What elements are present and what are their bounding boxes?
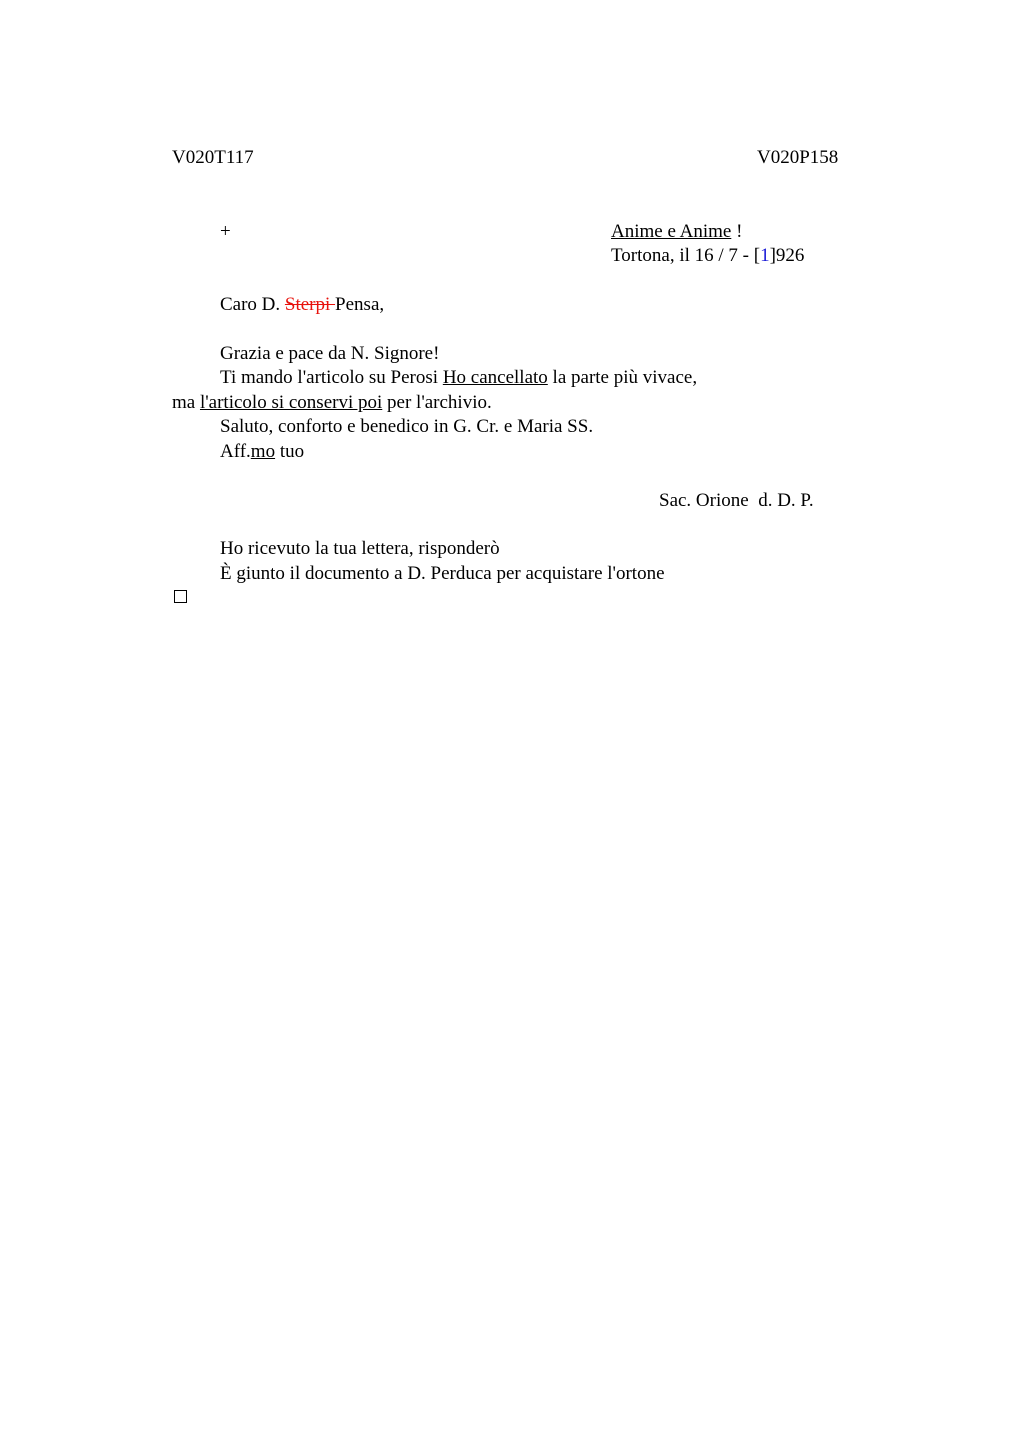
cross-mark: + [220, 221, 231, 242]
motto-text: Anime e Anime [611, 221, 732, 242]
body-line-2-prefix: ma [172, 392, 200, 413]
affmo-underlined: mo [250, 441, 276, 462]
date-prefix: Tortona, il 16 / 7 - [ [611, 245, 761, 266]
body-line-1 [220, 366, 697, 390]
date-line [611, 244, 804, 268]
affmo-suffix: tuo [275, 441, 305, 462]
salutation [220, 293, 384, 317]
date-suffix: ]926 [769, 245, 805, 266]
salutation-deleted-name: Sterpi [284, 294, 336, 315]
date-bracket-digit: 1 [760, 245, 770, 266]
body-line-2-suffix: per l'archivio. [382, 392, 492, 413]
body-line-1-prefix: Ti mando l'articolo su Perosi [220, 367, 443, 388]
body-line-1-suffix: la parte più vivace, [547, 367, 698, 388]
affmo-prefix: Aff. [220, 441, 251, 462]
motto [611, 220, 742, 244]
document-code-right: V020P158 [757, 147, 839, 168]
affmo-line [220, 440, 304, 464]
postscript-line-2: È giunto il documento a D. Perduca per acquistare l'ortone [220, 563, 665, 584]
motto-suffix: ! [731, 221, 743, 242]
postscript-line-1: Ho ricevuto la tua lettera, risponderò [220, 538, 500, 559]
body-line-2-underlined: l'articolo si conservi poi [199, 392, 383, 413]
greeting: Grazia e pace da N. Signore! [220, 343, 440, 364]
salutation-prefix: Caro D. [220, 294, 285, 315]
document-code-left: V020T117 [172, 147, 254, 168]
body-line-2 [172, 391, 492, 415]
signature: Sac. Orione d. D. P. [659, 490, 814, 511]
closing-line: Saluto, conforto e benedico in G. Cr. e Maria SS. [220, 416, 594, 437]
checkbox-icon [174, 590, 187, 603]
salutation-suffix: Pensa, [335, 294, 385, 315]
body-line-1-underlined: Ho cancellato [442, 367, 548, 388]
